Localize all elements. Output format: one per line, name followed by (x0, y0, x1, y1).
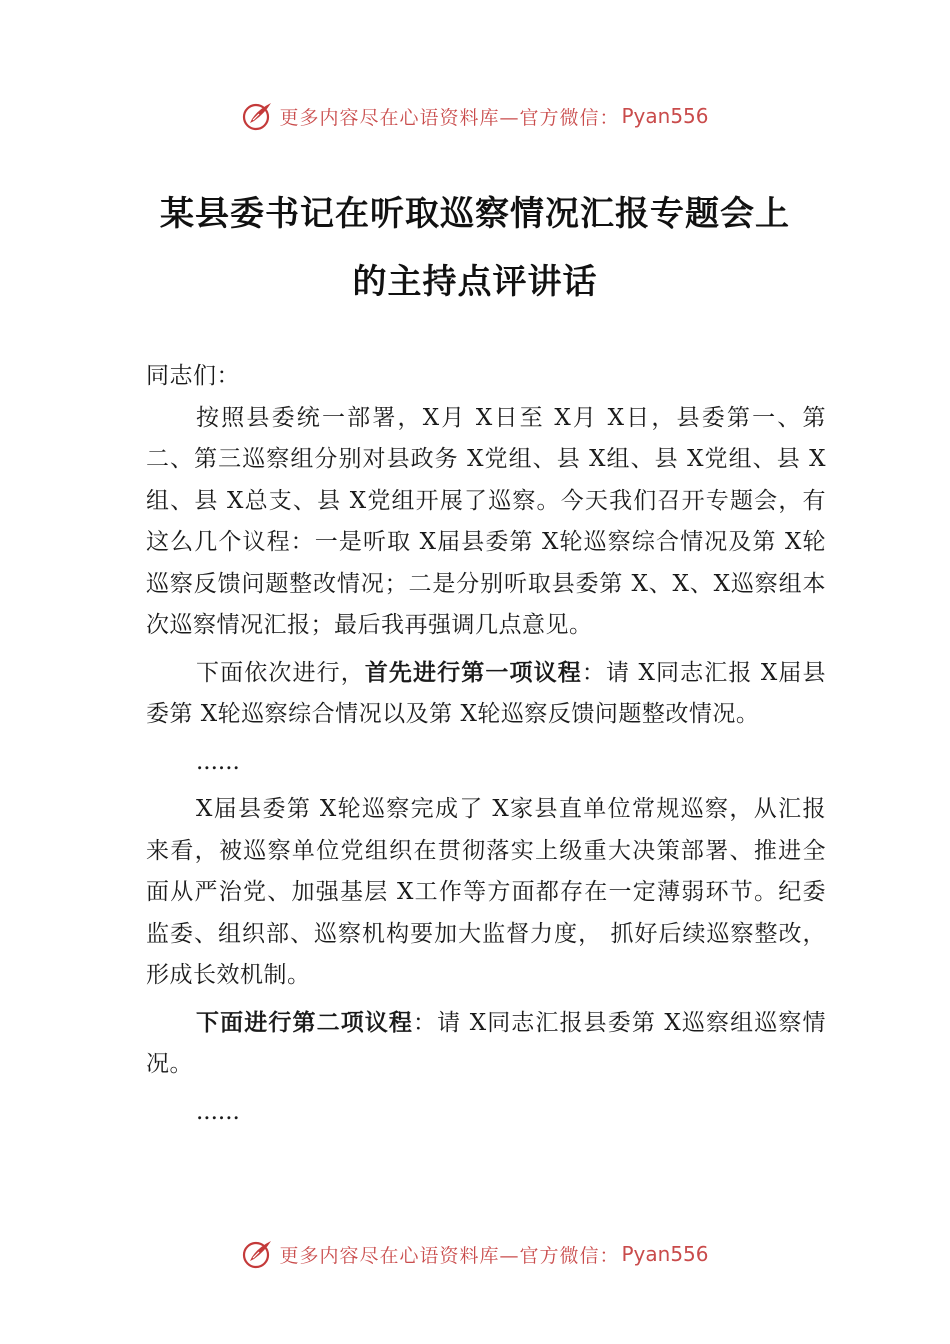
agenda-item-1-heading: 首先进行第一项议程 (364, 659, 582, 686)
document-body (146, 356, 826, 1133)
paragraph-1: 按照县委统一部署，X月 X日至 X月 X日，县委第一、第二、第三巡察组分别对县政务 X党组、县 X组、县 X党组、县 X组、县 X总支、县 X党组开展了巡察。今天我们召开专题会，有这么几个议程：一是听取 X届县委第 X轮巡察综合情况及第 X轮巡察反馈问题整改情况；二是分别听取县委第 X、X、X巡察组本次巡察情况汇报；最后我再强调几点意见。 (146, 404, 826, 638)
banner-wechat-id: Pyan556 (621, 1242, 709, 1266)
salutation: 同志们： (146, 363, 240, 389)
banner-wechat-id: Pyan556 (621, 104, 709, 128)
quill-logo-icon (241, 1237, 275, 1271)
paragraph-2-lead: 下面依次进行， (196, 659, 365, 686)
header-banner (0, 94, 950, 138)
ellipsis-1: ...... (196, 748, 240, 775)
agenda-item-2-heading: 下面进行第二项议程 (196, 1009, 414, 1036)
paragraph-4-rest: ：请 X同志汇报县委第 X巡察组巡察情况。 (146, 1009, 827, 1077)
banner-text: 更多内容尽在心语资料库—官方微信： (279, 106, 620, 129)
ellipsis-2: ...... (196, 1098, 240, 1125)
paragraph-4 (146, 1003, 826, 1086)
document-title (100, 180, 850, 316)
paragraph-2-rest: ：请 X同志汇报 X届县委第 X轮巡察综合情况以及第 X轮巡察反馈问题整改情况。 (146, 659, 827, 727)
title-line-1: 某县委书记在听取巡察情况汇报专题会上 (160, 194, 790, 234)
banner-text: 更多内容尽在心语资料库—官方微信： (279, 1244, 620, 1267)
paragraph-3: X届县委第 X轮巡察完成了 X家县直单位常规巡察，从汇报来看，被巡察单位党组织在贯彻落实上级重大决策部署、推进全面从严治党、加强基层 X工作等方面都存在一定薄弱环节。纪委监委、组织部、巡察机构要加大监督力度， 抓好后续巡察整改，形成长效机制。 (146, 796, 826, 988)
footer-banner (0, 1232, 950, 1276)
paragraph-2 (146, 653, 826, 736)
title-line-2: 的主持点评讲话 (352, 262, 598, 302)
quill-logo-icon (241, 99, 275, 133)
